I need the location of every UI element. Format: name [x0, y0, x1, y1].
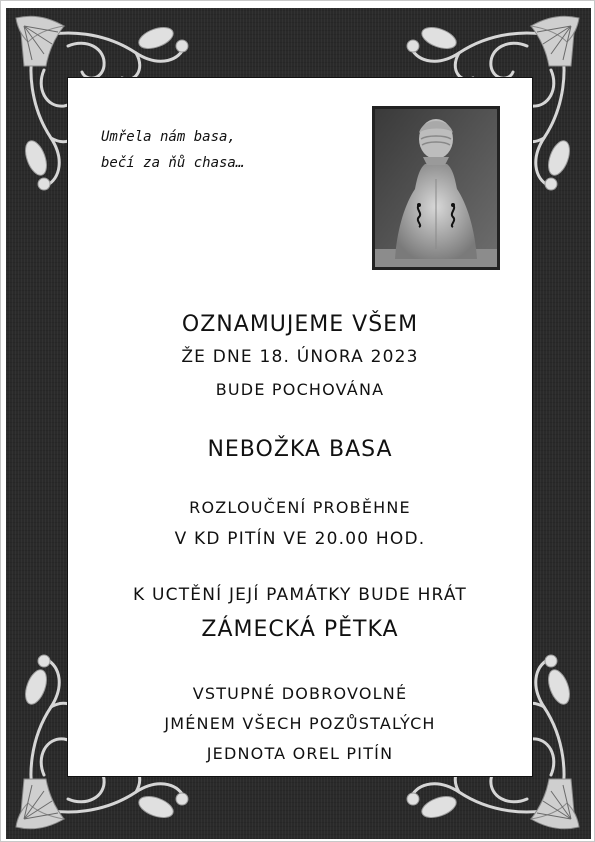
date-line: ŽE DNE 18. ÚNORA 2023 [181, 347, 419, 367]
verse-line-1: Umřela nám basa, [101, 129, 236, 145]
verse-line-2: bečí za ňů chasa… [101, 155, 245, 171]
deceased-name: NEBOŽKA BASA [207, 437, 393, 462]
announcement-heading: OZNAMUJEME VŠEM [181, 312, 419, 337]
farewell-line-1: ROZLOUČENÍ PROBĚHNE [189, 498, 411, 517]
mourners-line: JMÉNEM VŠECH POZŮSTALÝCH [164, 714, 436, 733]
violin-back-photo-icon [372, 106, 500, 270]
verse [101, 124, 244, 176]
music-line: K UCTĚNÍ JEJÍ PAMÁTKY BUDE HRÁT [133, 585, 467, 605]
organizer-line: JEDNOTA OREL PITÍN [206, 744, 394, 763]
band-name: ZÁMECKÁ PĚTKA [201, 617, 399, 642]
admission-line: VSTUPNÉ DOBROVOLNÉ [192, 684, 408, 703]
burial-line: BUDE POCHOVÁNA [215, 380, 385, 399]
farewell-line-2: V KD PITÍN VE 20.00 HOD. [174, 529, 426, 549]
